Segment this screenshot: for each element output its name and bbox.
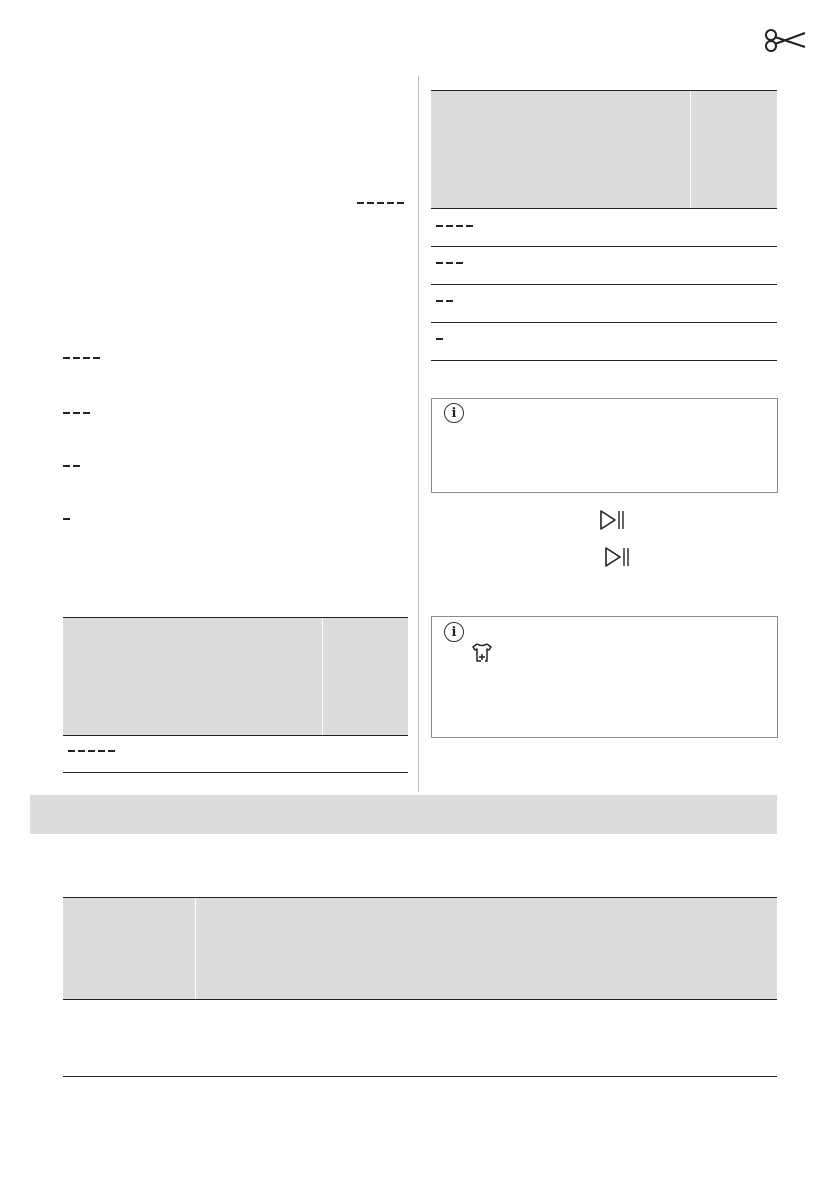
level-indicator-2 — [63, 463, 80, 469]
start-pause-icon — [598, 509, 628, 531]
info-note-box — [431, 398, 778, 493]
table-row — [431, 247, 777, 285]
info-icon: i — [444, 403, 464, 423]
table-row — [63, 736, 408, 773]
right-table-column-separator — [690, 91, 691, 208]
level-indicator-1 — [436, 336, 443, 342]
spin-level-indicator-5 — [357, 200, 404, 206]
table-row — [63, 1000, 777, 1077]
info-icon: i — [444, 622, 464, 642]
scissors-icon — [763, 26, 807, 54]
add-garment-icon — [470, 641, 494, 665]
left-table-column-separator — [322, 618, 323, 735]
section-heading-band — [30, 795, 777, 834]
level-indicator-3 — [63, 410, 90, 416]
table-row — [431, 285, 777, 323]
level-indicator-2 — [436, 298, 453, 304]
bottom-table-header — [63, 897, 777, 1000]
level-indicator-1 — [63, 516, 70, 522]
left-table-header — [63, 617, 408, 736]
column-divider — [418, 76, 419, 792]
start-pause-icon — [603, 546, 633, 568]
bottom-table-column-separator — [195, 899, 196, 999]
level-indicator-5 — [68, 748, 115, 754]
info-note-box — [431, 616, 778, 738]
table-row — [431, 323, 777, 361]
right-table-header — [431, 90, 777, 209]
level-indicator-3 — [436, 260, 463, 266]
table-row — [431, 209, 777, 247]
level-indicator-4 — [63, 355, 100, 361]
level-indicator-4 — [436, 223, 473, 229]
